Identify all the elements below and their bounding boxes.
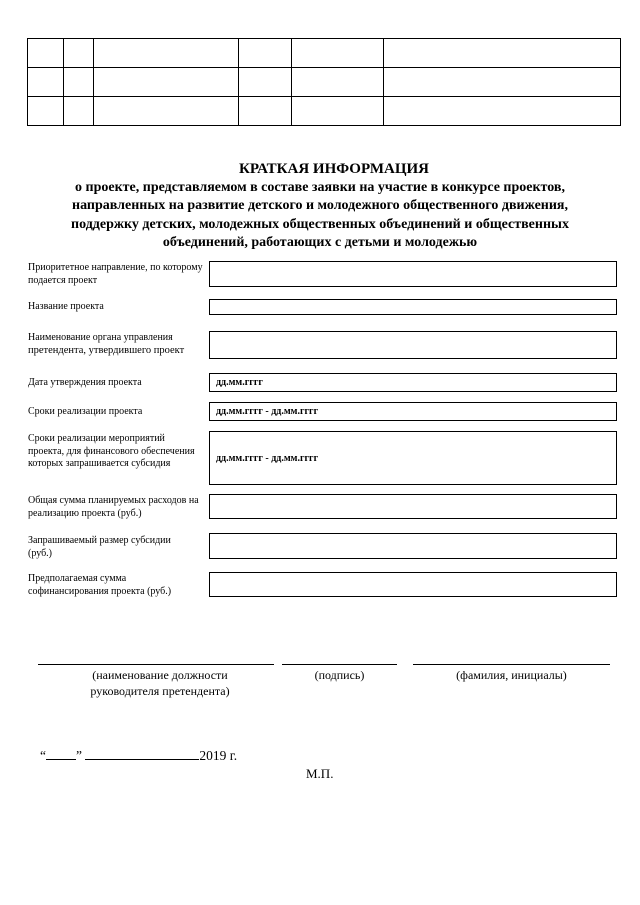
authority-label-line1: Наименование органа управления <box>28 332 173 343</box>
table-row <box>28 68 621 97</box>
duration-label: Сроки реализации проекта <box>28 406 143 417</box>
authority-label <box>28 332 206 357</box>
heading-line: поддержку детских, молодежных общественных объединений и общественных <box>71 216 569 232</box>
heading-line: направленных на развитие детского и молодежного общественного движения, <box>72 198 568 213</box>
month-blank[interactable] <box>85 759 199 760</box>
approval-date-label: Дата утверждения проекта <box>28 377 142 388</box>
authority-label-line2: претендента, утвердившего проект <box>28 344 185 356</box>
date-year: 2019 г. <box>199 748 238 763</box>
position-caption <box>55 667 265 699</box>
table-cell <box>239 39 292 68</box>
total-expenses-field[interactable] <box>209 494 617 519</box>
total-expenses-label: Общая сумма планируемых расходов на реализацию проекта (руб.) <box>28 495 199 519</box>
project-name-label: Название проекта <box>28 301 104 312</box>
heading-line: о проекте, представляемом в составе заявки на участие в конкурсе проектов, <box>75 179 565 195</box>
table-cell <box>384 97 621 126</box>
events-duration-field[interactable]: дд.мм.гггг - дд.мм.гггг <box>209 431 617 485</box>
table-cell <box>292 68 384 97</box>
table-cell <box>384 39 621 68</box>
table-cell <box>292 97 384 126</box>
table-cell <box>384 68 621 97</box>
table-cell <box>239 68 292 97</box>
table-cell <box>64 97 94 126</box>
position-caption-line1: (наименование должности <box>92 668 228 682</box>
table-cell <box>94 97 239 126</box>
stamp-placeholder: М.П. <box>306 766 334 781</box>
table-cell <box>28 68 64 97</box>
heading-line: объединений, работающих с детьми и молодежью <box>162 235 478 250</box>
project-name-field[interactable] <box>209 299 617 315</box>
position-signature-line <box>38 664 274 665</box>
table-row <box>28 97 621 126</box>
day-blank[interactable] <box>46 759 76 760</box>
table-cell <box>94 68 239 97</box>
table-cell <box>292 39 384 68</box>
priority-field[interactable] <box>209 261 617 287</box>
date-line <box>40 748 237 764</box>
cofinancing-label: Предполагаемая сумма софинансирования проекта (руб.) <box>28 573 172 597</box>
document-heading <box>20 160 620 253</box>
table-cell <box>239 97 292 126</box>
header-table <box>27 38 621 126</box>
approval-date-field[interactable]: дд.мм.гггг <box>209 373 617 392</box>
duration-field[interactable]: дд.мм.гггг - дд.мм.гггг <box>209 402 617 421</box>
name-caption: (фамилия, инициалы) <box>456 668 567 682</box>
table-cell <box>28 39 64 68</box>
date-close-quote: ” <box>76 748 82 763</box>
table-cell <box>94 39 239 68</box>
date-open-quote: “ <box>40 748 46 763</box>
table-cell <box>64 68 94 97</box>
cofinancing-field[interactable] <box>209 572 617 597</box>
name-signature-line <box>413 664 610 665</box>
priority-label: Приоритетное направление, по которому подается проект <box>28 262 203 286</box>
table-row <box>28 39 621 68</box>
table-cell <box>64 39 94 68</box>
signature-line <box>282 664 397 665</box>
position-caption-line2: руководителя претендента) <box>90 684 230 698</box>
subsidy-field[interactable] <box>209 533 617 559</box>
subsidy-label: Запрашиваемый размер субсидии (руб.) <box>28 535 171 559</box>
document-title: КРАТКАЯ ИНФОРМАЦИЯ <box>238 161 430 177</box>
events-duration-label: Сроки реализации мероприятий проекта, для финансового обеспечения которых запрашивается субсидия <box>28 433 195 469</box>
signature-caption: (подпись) <box>314 668 365 682</box>
table-cell <box>28 97 64 126</box>
authority-field[interactable] <box>209 331 617 359</box>
